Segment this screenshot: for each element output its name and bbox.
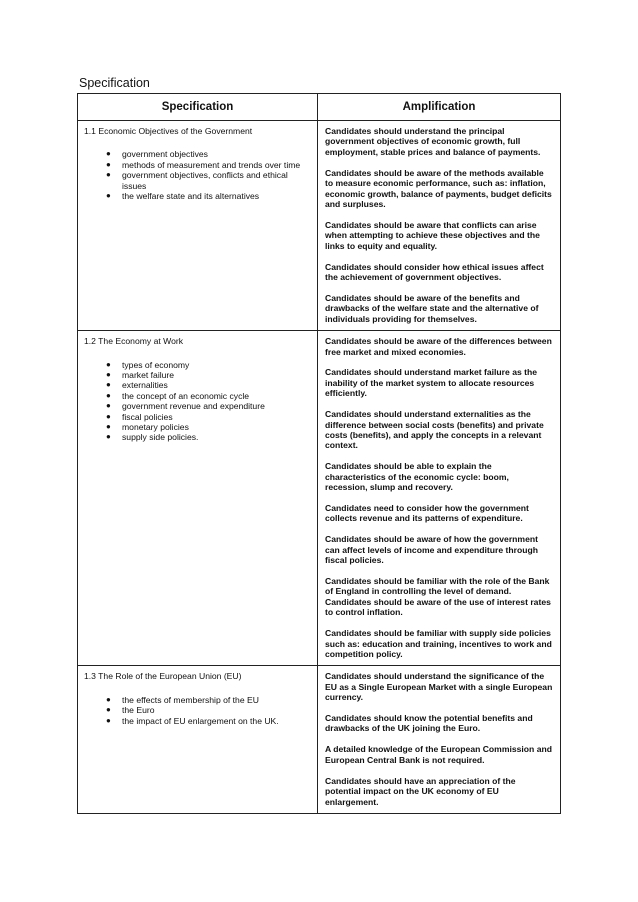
page-heading: Specification <box>79 76 150 90</box>
list-item <box>106 422 311 432</box>
list-item <box>106 149 311 159</box>
bullet-icon: ● <box>106 411 111 421</box>
list-item <box>106 380 311 390</box>
list-item <box>106 160 311 170</box>
specification-cell <box>78 666 318 814</box>
amplification-paragraph: Candidates should consider how ethical issues affect the achievement of government objectives. <box>325 261 544 282</box>
specification-cell <box>78 331 318 666</box>
list-item <box>106 401 311 411</box>
amplification-cell <box>318 666 561 814</box>
bullet-icon: ● <box>106 191 111 201</box>
amplification-paragraph: Candidates should understand the principal government objectives of economic growth, full employment, stable prices and balance of payments. <box>325 126 541 157</box>
bullet-icon: ● <box>106 359 111 369</box>
bullet-icon: ● <box>106 694 111 704</box>
bullet-icon: ● <box>106 705 111 715</box>
bullet-icon: ● <box>106 159 111 169</box>
bullet-icon: ● <box>106 170 111 180</box>
amplification-paragraph: Candidates should know the potential benefits and drawbacks of the UK joining the Euro. <box>325 713 533 734</box>
amplification-cell <box>318 331 561 666</box>
amplification-paragraph: Candidates should understand externalities as the difference between social costs (benefits) and private costs (benefits), and apply the concepts in a relevant context. <box>325 409 544 451</box>
amplification-paragraph: Candidates should be aware of how the government can affect levels of income and expenditure through fiscal policies. <box>325 534 538 566</box>
amplification-paragraph: Candidates should be able to explain the characteristics of the economic cycle: boom, recession, slump and recovery. <box>325 461 509 493</box>
list-item <box>106 360 311 370</box>
amplification-paragraph: Candidates should be familiar with supply side policies such as: education and training, incentives to work and competition policy. <box>325 628 552 659</box>
list-item-text: the effects of membership of the EU <box>122 694 259 705</box>
bullet-icon: ● <box>106 390 111 400</box>
list-item <box>106 370 311 380</box>
column-header-specification: Specification <box>78 94 318 121</box>
amplification-paragraph: Candidates should be aware of the differences between free market and mixed economies. <box>325 336 552 357</box>
table-row <box>78 331 561 666</box>
list-item-text: supply side policies. <box>122 432 199 443</box>
topic-list <box>84 360 311 443</box>
list-item <box>106 716 311 726</box>
list-item <box>106 191 311 201</box>
amplification-paragraph: Candidates should be aware that conflicts can arise when attempting to achieve these objectives and the links to equity and equality. <box>325 219 540 251</box>
column-header-amplification: Amplification <box>318 94 561 121</box>
list-item <box>106 705 311 715</box>
table-row <box>78 666 561 814</box>
topic-list <box>84 149 311 201</box>
list-item-text: monetary policies <box>122 421 189 432</box>
list-item-text: government objectives, conflicts and ethical issues <box>122 170 288 191</box>
list-item-text: the concept of an economic cycle <box>122 390 250 401</box>
section-title: 1.3 The Role of the European Union (EU) <box>84 671 242 682</box>
bullet-icon: ● <box>106 715 111 725</box>
list-item-text: government revenue and expenditure <box>122 401 265 412</box>
bullet-icon: ● <box>106 432 111 442</box>
list-item-text: the Euro <box>122 705 155 716</box>
list-item <box>106 170 311 191</box>
topic-list <box>84 695 311 726</box>
amplification-paragraph: Candidates should be aware of the methods available to measure economic performance, such as: inflation, economic growth, balance of payments, budget deficits and surpluses. <box>325 167 552 209</box>
amplification-paragraph: A detailed knowledge of the European Commission and European Central Bank is not required. <box>325 744 552 765</box>
amplification-paragraph: Candidates should understand the significance of the EU as a Single European Market with a single European currency. <box>325 671 553 703</box>
table-row <box>78 121 561 331</box>
amplification-paragraph: Candidates should understand market failure as the inability of the market system to allocate resources efficiently. <box>325 367 538 399</box>
list-item-text: the impact of EU enlargement on the UK. <box>122 715 279 726</box>
list-item <box>106 412 311 422</box>
amplification-paragraph: Candidates need to consider how the government collects revenue and its patterns of expenditure. <box>325 502 529 524</box>
list-item-text: the welfare state and its alternatives <box>122 191 260 202</box>
list-item-text: fiscal policies <box>122 411 173 422</box>
section-title: 1.1 Economic Objectives of the Government <box>84 126 253 136</box>
amplification-paragraph: Candidates should be aware of the benefits and drawbacks of the welfare state and the alternative of individuals providing for themselves. <box>325 292 539 324</box>
amplification-paragraph: Candidates should have an appreciation of the potential impact on the UK economy of EU enlargement. <box>325 775 516 807</box>
bullet-icon: ● <box>106 421 111 431</box>
table-body <box>78 121 561 814</box>
section-title: 1.2 The Economy at Work <box>84 336 184 347</box>
list-item-text: externalities <box>122 380 168 391</box>
amplification-paragraph: Candidates should be familiar with the role of the Bank of England in controlling the level of demand. Candidates should be aware of the use of interest rates to control inflation. <box>325 576 551 618</box>
bullet-icon: ● <box>106 401 111 411</box>
list-item <box>106 391 311 401</box>
list-item-text: methods of measurement and trends over time <box>122 159 301 170</box>
list-item-text: market failure <box>122 369 175 380</box>
specification-cell <box>78 121 318 331</box>
list-item-text: government objectives <box>122 149 208 160</box>
list-item <box>106 695 311 705</box>
list-item <box>106 432 311 442</box>
list-item-text: types of economy <box>122 359 190 370</box>
bullet-icon: ● <box>106 149 111 159</box>
amplification-cell <box>318 121 561 331</box>
bullet-icon: ● <box>106 369 111 379</box>
specification-table <box>77 93 561 814</box>
bullet-icon: ● <box>106 380 111 390</box>
table-header-row <box>78 94 561 121</box>
